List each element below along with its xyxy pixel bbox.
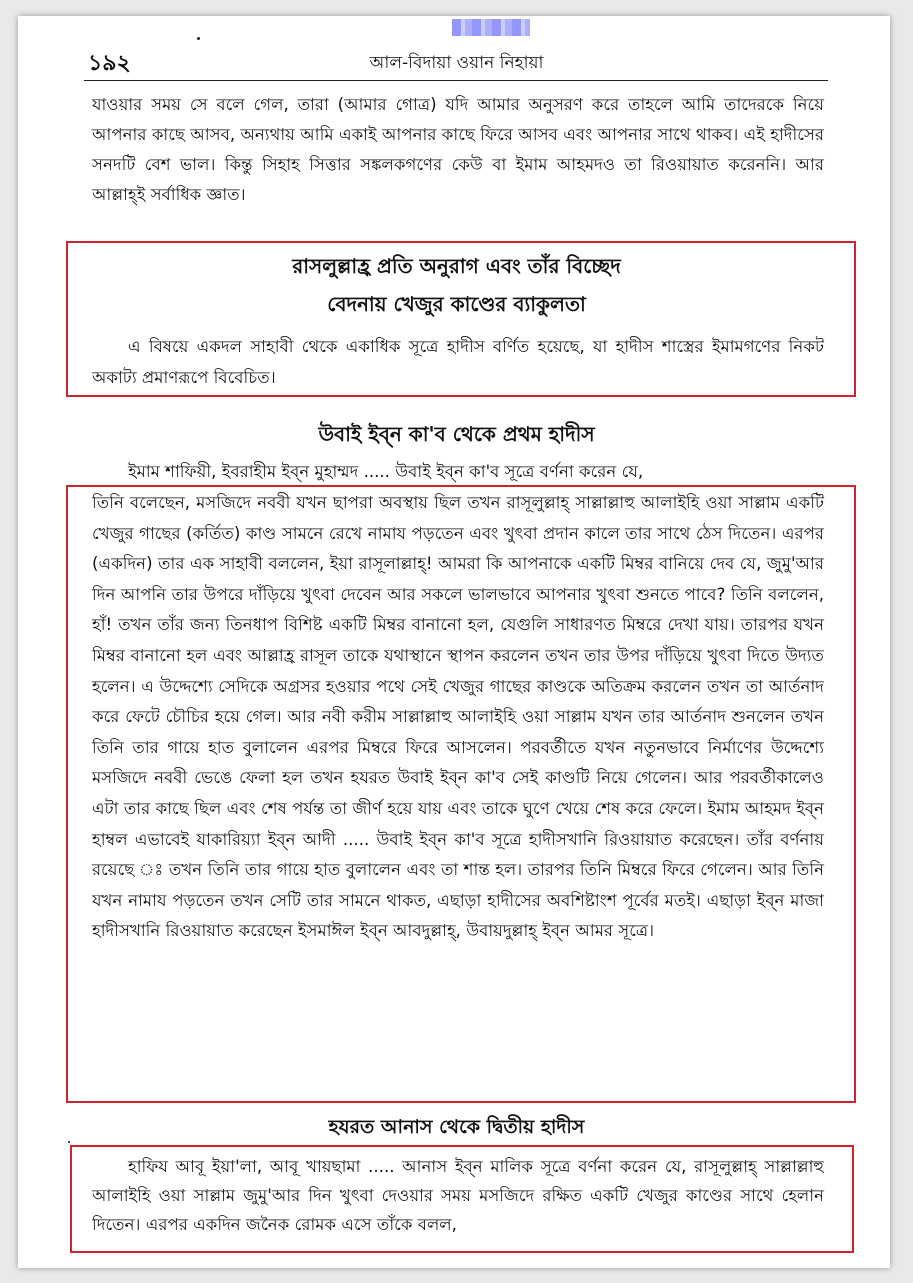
redaction-mark <box>452 19 530 36</box>
ink-speck <box>197 37 200 40</box>
running-title: আল-বিদায়া ওয়ান নিহায়া <box>369 53 544 73</box>
section1-paragraph: এ বিষয়ে একদল সাহাবী থেকে একাধিক সূত্রে হাদীস বর্ণিত হয়েছে, যা হাদীস শাস্ত্রের ইমামগণের নিকট অকাট্য প্রমাণরূপে বিবেচিত। <box>92 337 824 387</box>
section1-title-line2: বেদনায় খেজুর কাণ্ডের ব্যাকুলতা <box>327 292 586 316</box>
page-number: ১৯২ <box>88 51 131 76</box>
section2-lead: ইমাম শাফিয়ী, ইবরাহীম ইব্ন মুহাম্মদ ..... উবাই ইব্ন কা'ব সূত্রে বর্ণনা করেন যে, <box>128 462 644 481</box>
section3-paragraph: হাফিয আবূ ইয়া'লা, আবূ খায়ছামা ..... আনাস ইব্ন মালিক সূত্রে বর্ণনা করেন যে, রাসূলুল্লাহ্ সাল্লাল্লাহু আলাইহি ওয়া সাল্লাম জুমু'আর দিন খুৎবা দেওয়ার সময় মসজিদে রক্ষিত একটি খেজুর কাণ্ডের সাথে হেলান দিতেন। এরপর একদিন জনৈক রোমক এসে তাঁকে বলল, <box>92 1157 824 1234</box>
header-rule <box>84 80 828 81</box>
section1-title-line1: রাসলুল্লাহ্র প্রতি অনুরাগ এবং তাঁর বিচ্ছেদ <box>292 254 621 278</box>
section2-title: উবাই ইব্ন কা'ব থেকে প্রথম হাদীস <box>318 422 595 446</box>
intro-paragraph: যাওয়ার সময় সে বলে গেল, তারা (আমার গোত্র) যদি আমার অনুসরণ করে তাহলে আমি তাদেরকে নিয়ে আপনার কাছে আসব, অন্যথায় আমি একাই আপনার কাছে ফিরে আসব এবং আপনার সাথে থাকব। এই হাদীসের সনদটি বেশ ভাল। কিন্তু সিহাহ সিত্তার সঙ্কলকগণের কেউ বা ইমাম আহমদও তা রিওয়ায়াত করেননি। আর আল্লাহ্ই সর্বাধিক জ্ঞাত। <box>92 95 824 204</box>
section3-title: হযরত আনাস থেকে দ্বিতীয় হাদীস <box>328 1116 585 1138</box>
section2-body: তিনি বলেছেন, মসজিদে নববী যখন ছাপরা অবস্থায় ছিল তখন রাসূলুল্লাহ্ সাল্লাল্লাহু আলাইহি ওয়া সাল্লাম একটি খেজুর গাছের (কর্তিত) কাণ্ড সামনে রেখে নামায পড়তেন এবং খুৎবা প্রদান কালে তার সাথে ঠেস দিতেন। এরপর (একদিন) তার এক সাহাবী বললেন, ইয়া রাসূলাল্লাহ্! আমরা কি আপনাকে একটি মিম্বর বানিয়ে দেব যে, জুমু'আর দিন আপনি তার উপরে দাঁড়িয়ে খুৎবা দেবেন আর সকলে ভালভাবে আপনার খুৎবা শুনতে পাবে? তিনি বললেন, হাঁ! তখন তাঁর জন্য তিনধাপ বিশিষ্ট একটি মিম্বর বানানো হল, যেগুলি সাধারণত মিম্বরে দেখা যায়। তারপর যখন মিম্বর বানানো হল এবং আল্লাহ্র রাসূল তাকে যথাস্থানে স্থাপন করলেন তখন তার উপর দাঁড়িয়ে খুৎবা দিতে উদ্যত হলেন। এ উদ্দেশ্যে সেদিকে অগ্রসর হওয়ার পথে সেই খেজুর গাছের কাণ্ডকে অতিক্রম করলেন তখন তা আর্তনাদ করে ফেটে চৌচির হয়ে গেল। আর নবী করীম সাল্লাল্লাহু আলাইহি ওয়া সাল্লাম যখন তার আর্তনাদ শুনলেন তখন তিনি তার গায়ে হাত বুলালেন এরপর মিম্বরে ফিরে আসলেন। পরবর্তীতে যখন নতুনভাবে নির্মাণের উদ্দেশ্যে মসজিদে নববী ভেঙে ফেলা হল তখন হযরত উবাই ইব্ন কা'ব সেই কাণ্ডটি নিয়ে গেলেন। আর পরবর্তীকালেও এটা তার কাছে ছিল এবং শেষ পর্যন্ত তা জীর্ণ হয়ে যায় এবং তাকে ঘুণে খেয়ে শেষ করে ফেলে। ইমাম আহমদ ইব্ন হাম্বল এভাবেই যাকারিয়্যা ইব্ন আদী ..... উবাই ইব্ন কা'ব সূত্রে হাদীসখানি রিওয়ায়াত করেছেন। তাঁর বর্ণনায় রয়েছে ঃ তখন তিনি তার গায়ে হাত বুলালেন এবং তা শান্ত হল। তারপর তিনি মিম্বরে ফিরে গেলেন। আর তিনি যখন নামায পড়তেন তখন সেটি তার সামনে থাকত, এছাড়া হাদীসের অবশিষ্টাংশ পূর্বের মতই। এছাড়া ইব্ন মাজা হাদীসখানি রিওয়ায়াত করেছেন ইসমাঈল ইব্ন আবদুল্লাহ্, উবায়দুল্লাহ্ ইব্ন আমর সূত্রে। <box>92 493 824 941</box>
